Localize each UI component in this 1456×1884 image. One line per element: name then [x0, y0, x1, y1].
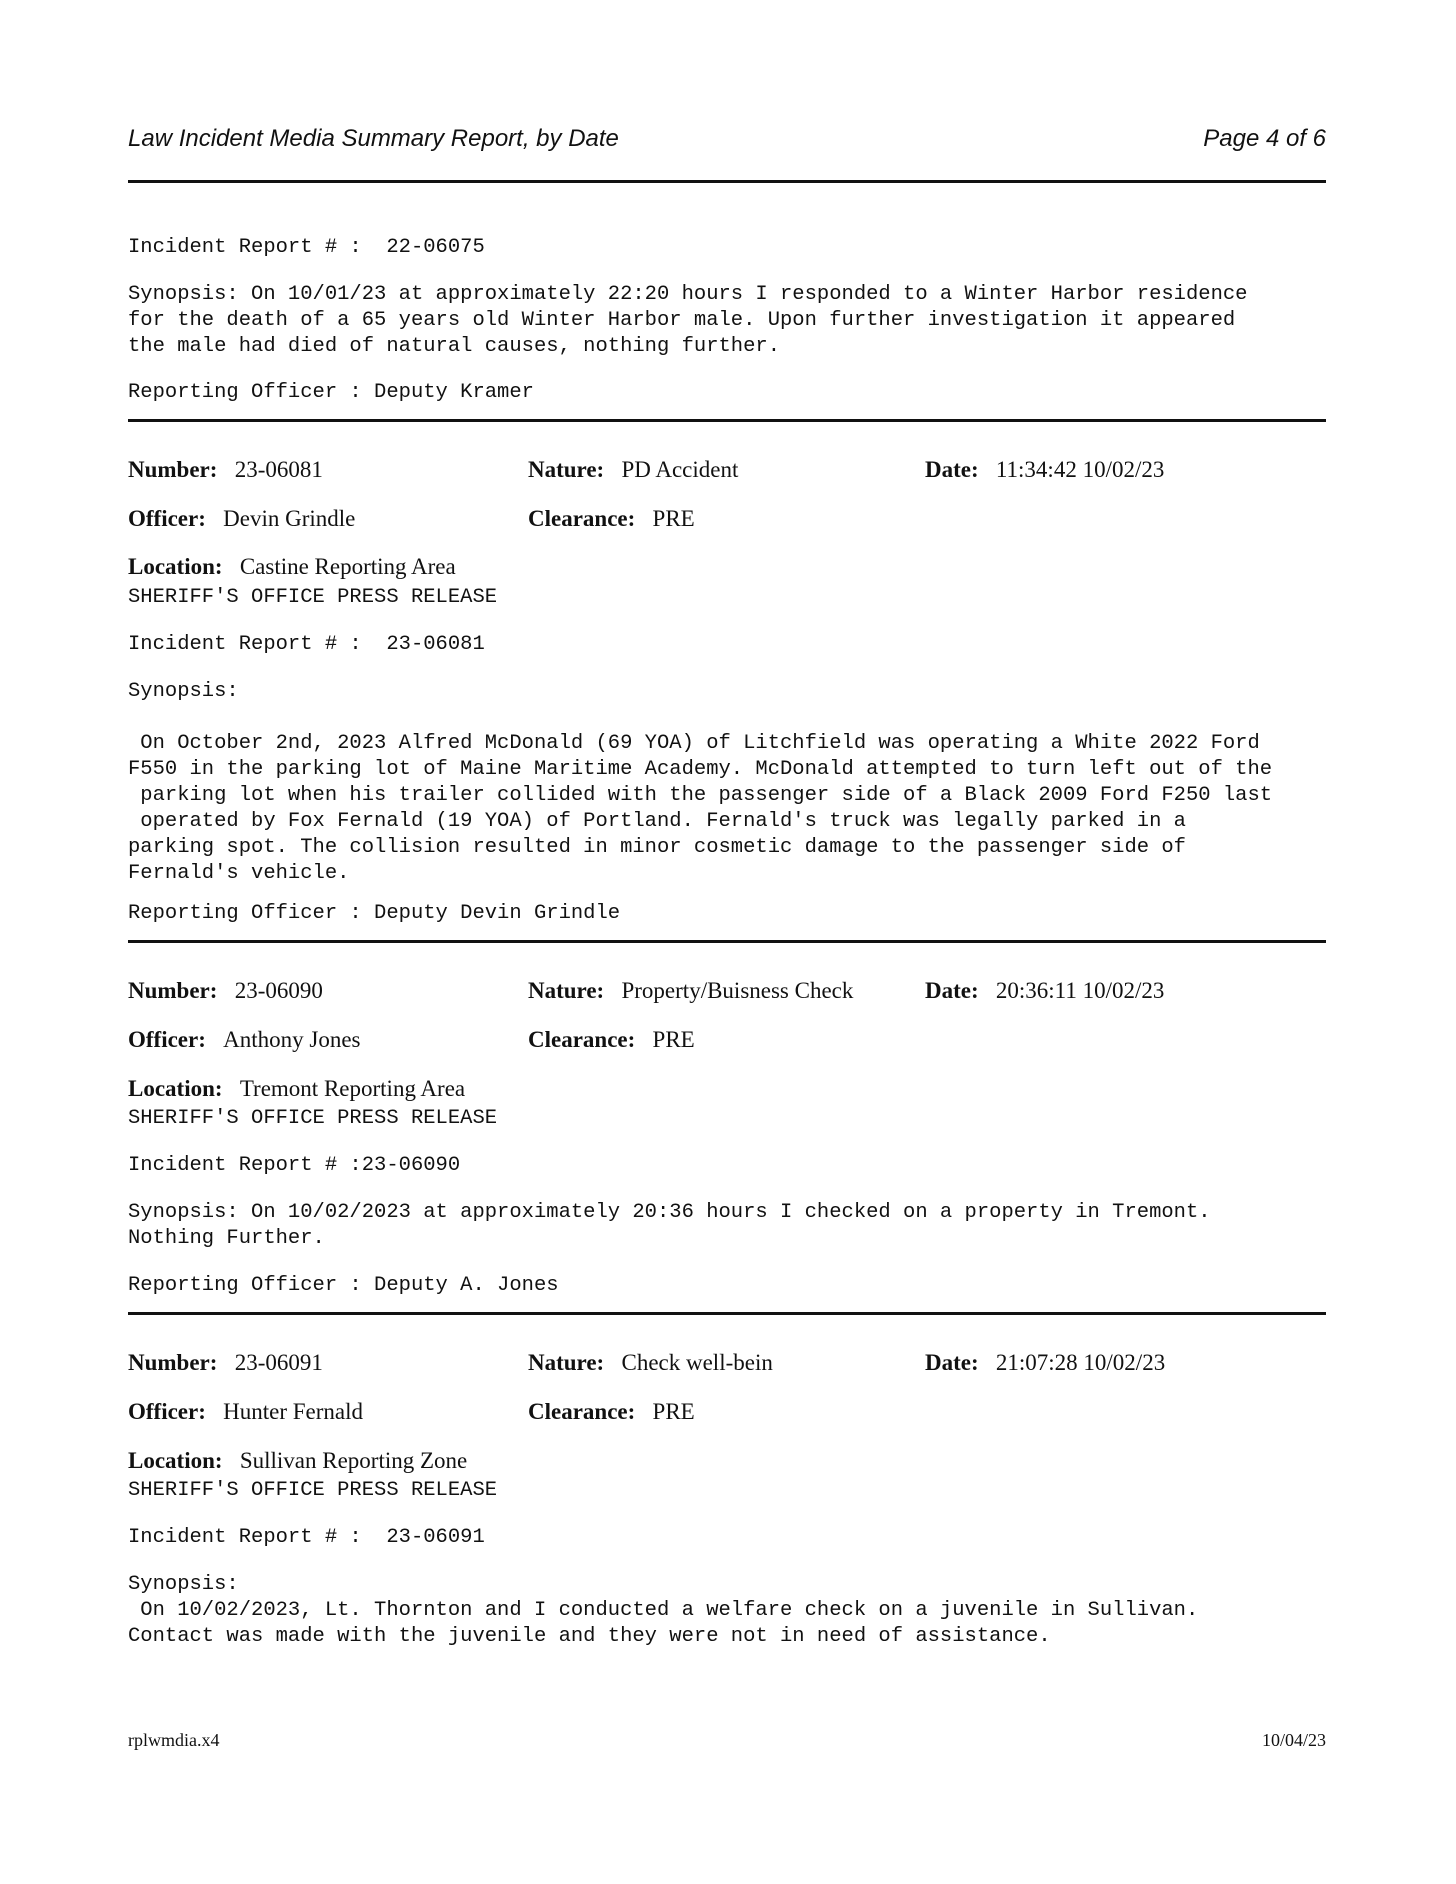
date-field: Date: 21:07:28 10/02/23: [925, 1350, 1166, 1375]
officer-value: Hunter Fernald: [223, 1399, 364, 1424]
nature-field: Nature: Check well-bein: [528, 1350, 773, 1375]
synopsis: Synopsis: On 10/02/2023, Lt. Thornton and I conducted a welfare check on a juvenile in Sullivan. Contact was made with the juvenile and they were not in need of assistance.: [128, 1573, 1199, 1648]
location-field: Location: Castine Reporting Area: [128, 554, 456, 579]
reporting-officer-line: Reporting Officer : Deputy A. Jones: [128, 1274, 559, 1297]
record-divider: [128, 940, 1326, 943]
number-value: 23-06090: [234, 978, 323, 1003]
clearance-field: Clearance: PRE: [528, 1027, 695, 1052]
location-field: Location: Sullivan Reporting Zone: [128, 1448, 468, 1473]
officer-value: Devin Grindle: [223, 506, 356, 531]
location-value: Tremont Reporting Area: [239, 1076, 466, 1101]
clearance-value: PRE: [652, 1399, 695, 1424]
number-field: Number: 23-06081: [128, 457, 323, 482]
nature-field: Nature: Property/Buisness Check: [528, 978, 854, 1003]
officer-field: Officer: Devin Grindle: [128, 506, 356, 531]
record-divider: [128, 1312, 1326, 1315]
record-divider: [128, 419, 1326, 422]
reporting-officer-line: Reporting Officer : Deputy Devin Grindle: [128, 902, 621, 925]
synopsis: Synopsis: On 10/02/2023 at approximately 20:36 hours I checked on a property in Tremont. Nothing Further.: [128, 1201, 1211, 1250]
incident-report-line: Incident Report # : 23-06081: [128, 633, 485, 656]
officer-field: Officer: Hunter Fernald: [128, 1399, 364, 1424]
press-release-label: SHERIFF'S OFFICE PRESS RELEASE: [128, 1479, 498, 1502]
report-title: Law Incident Media Summary Report, by Date: [128, 125, 619, 152]
incident-report-line: Incident Report # : 23-06091: [128, 1526, 485, 1549]
number-field: Number: 23-06091: [128, 1350, 323, 1375]
reporting-officer-line: Reporting Officer : Deputy Kramer: [128, 381, 534, 404]
footer-report-id: rplwmdia.x4: [128, 1730, 220, 1750]
synopsis: Synopsis: On 10/01/23 at approximately 22:20 hours I responded to a Winter Harbor residence for the death of a 65 years old Winter Harbor male. Upon further investigation it appeared the male had died of natural causes, nothing further.: [128, 283, 1248, 358]
location-value: Sullivan Reporting Zone: [239, 1448, 468, 1473]
clearance-field: Clearance: PRE: [528, 506, 695, 531]
nature-value: PD Accident: [621, 457, 739, 482]
nature-value: Check well-bein: [621, 1350, 773, 1375]
officer-field: Officer: Anthony Jones: [128, 1027, 361, 1052]
nature-field: Nature: PD Accident: [528, 457, 739, 482]
date-value: 11:34:42 10/02/23: [995, 457, 1165, 482]
nature-value: Property/Buisness Check: [621, 978, 854, 1003]
incident-report-line: Incident Report # :23-06090: [128, 1154, 461, 1177]
clearance-field: Clearance: PRE: [528, 1399, 695, 1424]
clearance-value: PRE: [652, 1027, 695, 1052]
incident-report-line: Incident Report # : 22-06075: [128, 236, 485, 259]
location-value: Castine Reporting Area: [239, 554, 456, 579]
date-value: 20:36:11 10/02/23: [995, 978, 1165, 1003]
number-value: 23-06081: [234, 457, 323, 482]
date-field: Date: 20:36:11 10/02/23: [925, 978, 1165, 1003]
number-value: 23-06091: [234, 1350, 323, 1375]
clearance-value: PRE: [652, 506, 695, 531]
footer-print-date: 10/04/23: [1261, 1730, 1326, 1750]
date-field: Date: 11:34:42 10/02/23: [925, 457, 1165, 482]
synopsis: Synopsis: On October 2nd, 2023 Alfred McDonald (69 YOA) of Litchfield was operating a White 2022 Ford F550 in the parking lot of Maine Maritime Academy. McDonald attempted to turn left out of the parking lot when his trailer collided with the passenger side of a Black 2009 Ford F250 last operated by Fox Fernald (19 YOA) of Portland. Fernald's truck was legally parked in a parking spot. The collision resulted in minor cosmetic damage to the passenger side of Fernald's vehicle.: [128, 680, 1273, 885]
press-release-label: SHERIFF'S OFFICE PRESS RELEASE: [128, 1107, 498, 1130]
date-value: 21:07:28 10/02/23: [995, 1350, 1166, 1375]
number-field: Number: 23-06090: [128, 978, 323, 1003]
page-number: Page 4 of 6: [1203, 125, 1326, 152]
press-release-label: SHERIFF'S OFFICE PRESS RELEASE: [128, 586, 498, 609]
page-header: [128, 125, 1326, 161]
location-field: Location: Tremont Reporting Area: [128, 1076, 466, 1101]
officer-value: Anthony Jones: [223, 1027, 361, 1052]
header-divider: [128, 180, 1326, 183]
